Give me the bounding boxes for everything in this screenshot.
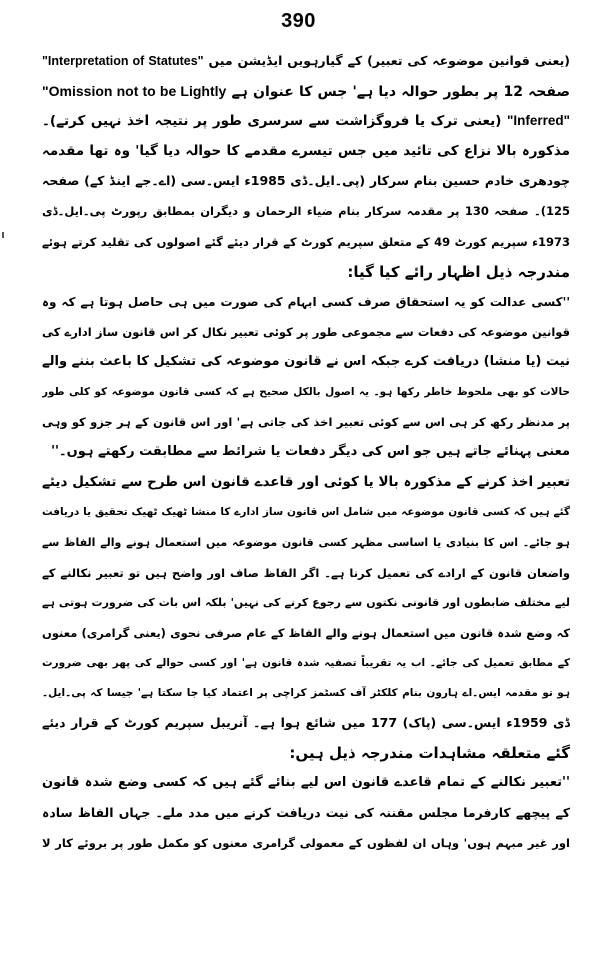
urdu-text: مندرجہ ذیل اظہار رائے کیا گیا: (347, 262, 570, 281)
text-line (42, 317, 570, 347)
urdu-text: (یعنی قوانین موضوعہ کی تعبیر) کے گیارہویں ایڈیشن میں (208, 53, 570, 68)
urdu-text: ڈی 1959ء ایس۔سی (پاک) 177 میں شائع ہوا ہے۔ آنریبل سپریم کورٹ کے قرار دیئے (42, 715, 570, 731)
urdu-text: کے پیچھے کارفرما مجلس مقننہ کی نیت دریافت کرنے میں مدد ملے۔ جہاں الفاظ سادہ (42, 805, 570, 821)
text-line (42, 618, 570, 648)
urdu-text: کے مطابق تعمیل کی جائے۔ اب یہ تقریباً تصفیہ شدہ قانون ہے' اور کسی حوالے کی پھر بھی ضرورت (42, 656, 570, 669)
text-line (42, 738, 570, 768)
text-line (42, 166, 570, 196)
urdu-text: (یعنی ترک یا فروگزاشت سے سرسری طور پر نتیجہ اخذ نہیں کرتے)۔ (42, 113, 502, 130)
text-line (42, 648, 570, 678)
urdu-text: قوانین موضوعہ کی دفعات سے مجموعی طور پر کوئی تعبیر نکال کر اس قانون ساز ادارے کی (42, 324, 570, 339)
text-line (42, 678, 570, 708)
text-line (42, 257, 570, 287)
text-line (42, 76, 570, 106)
urdu-text: تعبیر اخذ کرنے کے مذکورہ بالا یا کوئی اور قاعدے قانون اس طرح سے تشکیل دیئے (42, 474, 570, 491)
text-line (42, 798, 570, 828)
urdu-text: معنی پہنائے جاتے ہیں جو اس کی دیگر دفعات یا شرائط سے مطابقت رکھتے ہوں۔'' (51, 444, 570, 460)
urdu-text: مذکورہ بالا نزاع کی تائید میں جس تیسرے مقدمے کا حوالہ دیا گیا' وہ تھا مقدمہ (42, 143, 570, 160)
urdu-text: ''تعبیر نکالنے کے تمام قاعدے قانون اس لیے بنائے گئے ہیں کہ کسی وضع شدہ قانون (42, 775, 570, 791)
page-number: 390 (281, 10, 316, 32)
english-term: "Interpretation of Statutes" (42, 54, 204, 68)
margin-mark (2, 232, 4, 238)
urdu-text: ''کسی عدالت کو یہ استحقاق صرف کسی ابہام کی صورت میں ہی حاصل ہوتا ہے کہ وہ (42, 294, 570, 309)
text-line (42, 407, 570, 437)
text-line (42, 768, 570, 798)
text-line (42, 467, 570, 497)
urdu-text: لیے مختلف ضابطوں اور قانونی نکتوں سے رجوع کرنے کی نہیں' بلکہ اس بات کی ضرورت ہوتی ہے (42, 595, 570, 609)
urdu-text: 125)۔ صفحہ 130 پر مقدمہ سرکار بنام ضیاء الرحمان و دیگران بمطابق رپورٹ پی۔ایل۔ڈی (42, 204, 570, 219)
urdu-text: پر مدنظر رکھ کر ہی اس سے کوئی تعبیر اخذ کی جاتی ہے' اور اس قانون کے ہر جزو کو وہی (42, 415, 570, 430)
text-line (42, 196, 570, 226)
text-line (42, 497, 570, 527)
text-line (42, 347, 570, 377)
text-line (42, 136, 570, 166)
urdu-text: ہو تو مقدمہ ایس۔اے ہارون بنام کلکٹر آف کسٹمز کراچی پر اعتماد کیا جا سکتا ہے' جیسا کہ پی۔ایل۔ (42, 686, 570, 699)
text-line (42, 437, 570, 467)
body-text (42, 46, 570, 859)
text-line (42, 287, 570, 317)
urdu-text: گئے متعلقہ مشاہدات مندرجہ ذیل ہیں: (289, 744, 570, 763)
text-line (42, 588, 570, 618)
text-line (42, 528, 570, 558)
english-term: "Omission not to be Lightly (42, 83, 227, 100)
urdu-text: کہ وضع شدہ قانون میں استعمال ہونے والے الفاظ کے عام صرفی نحوی (یعنی گرامری) معنوں (42, 625, 570, 640)
text-line (42, 227, 570, 257)
text-line (42, 106, 570, 136)
urdu-text: چودھری خادم حسین بنام سرکار (پی۔ایل۔ڈی 1985ء ایس۔سی (اے۔جے اینڈ کے) صفحہ (42, 173, 570, 189)
urdu-text: صفحہ 12 پر بطور حوالہ دیا ہے' جس کا عنوان ہے (231, 84, 570, 101)
text-line (42, 828, 570, 858)
urdu-text: نیت (یا منشا) دریافت کرے جبکہ اس نے قانون موضوعہ کی تشکیل کا باعث بننے والے (42, 353, 570, 369)
text-line (42, 46, 570, 76)
urdu-text: 1973ء سپریم کورٹ 49 کے متعلق سپریم کورٹ کے قرار دیئے گئے اصولوں کی تقلید کرتے ہوئے (42, 234, 570, 249)
text-line (42, 708, 570, 738)
urdu-text: اور غیر مبہم ہوں' وہاں ان لفظوں کے معمولی گرامری معنوں کو مکمل طور پر بروئے کار لا (42, 836, 570, 851)
urdu-text: گئے ہیں کہ کسی قانون موضوعہ میں شامل اس قانون ساز ادارے کا منشا ٹھیک ٹھیک تحقیق یا دریافت (42, 506, 570, 519)
text-line (42, 558, 570, 588)
urdu-text: حالات کو بھی ملحوظ خاطر رکھا ہو۔ یہ اصول بالکل صحیح ہے کہ کسی قانون موضوعہ کو کلی طور (42, 386, 570, 399)
text-line (42, 377, 570, 407)
english-term: "Inferred" (506, 113, 570, 129)
urdu-text: ہو جائے۔ اس کا بنیادی یا اساسی مظہر کسی قانون موضوعہ میں استعمال ہونے والے الفاظ سے (42, 535, 570, 549)
urdu-text: واضعان قانون کے ارادے کی تعمیل کرنا ہے۔ اگر الفاظ صاف اور واضح ہیں تو تعبیر نکالنے کے (42, 565, 570, 580)
